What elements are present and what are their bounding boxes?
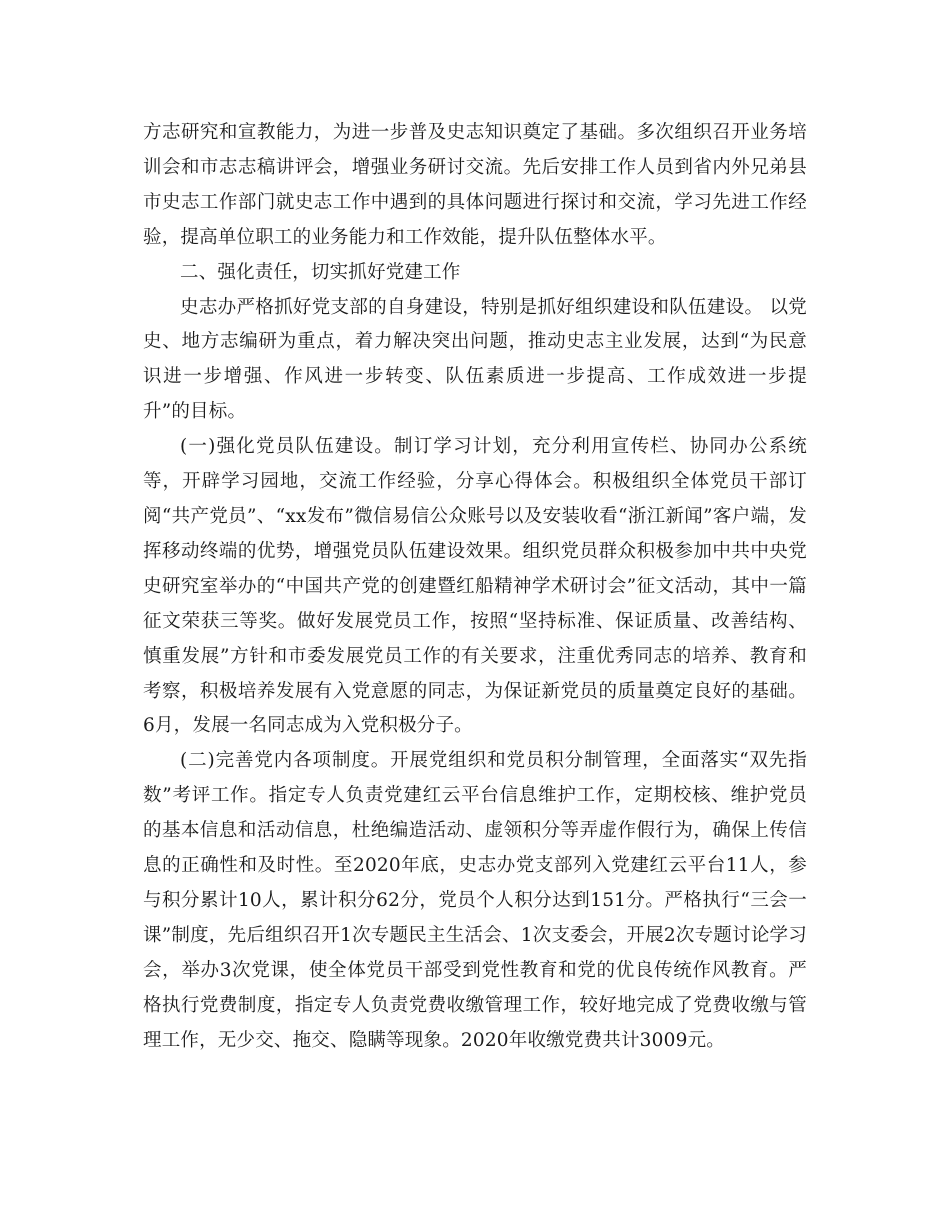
paragraph-continuation: 方志研究和宣教能力，为进一步普及史志知识奠定了基础。多次组织召开业务培训会和市志志稿讲评会，增强业务研讨交流。先后安排工作人员到省内外兄弟县市史志工作部门就史志工作中遇到的具体问题进行探讨和交流，学习先进工作经验，提高单位职工的业务能力和工作效能，提升队伍整体水平。 — [143, 122, 807, 248]
section-heading: 二、强化责任，切实抓好党建工作 — [180, 261, 461, 283]
paragraph-party-systems: (二)完善党内各项制度。开展党组织和党员积分制管理，全面落实“双先指数”考评工作。指定专人负责党建红云平台信息维护工作，定期校核、维护党员的基本信息和活动信息，杜绝编造活动、虚领积分等弄虚作假行为，确保上传信息的正确性和及时性。至2020年底，史志办党支部列入党建红云平台11人，参与积分累计10人，累计积分62分，党员个人积分达到151分。严格执行“三会一课”制度，先后组织召开1次专题民主生活会、1次支委会，开展2次专题讨论学习会，举办3次党课，使全体党员干部受到党性教育和党的优良传统作风教育。严格执行党费制度，指定专人负责党费收缴管理工作，较好地完成了党费收缴与管理工作，无少交、拖交、隐瞒等现象。2020年收缴党费共计3009元。 — [143, 750, 807, 1051]
document-body — [143, 116, 807, 1058]
paragraph-party-building-overview: 史志办严格抓好党支部的自身建设，特别是抓好组织建设和队伍建设。 以党史、地方志编研为重点，着力解决突出问题，推动史志主业发展，达到“为民意识进一步增强、作风进一步转变、队伍素质进一步提高、工作成效进一步提升”的目标。 — [143, 296, 807, 423]
paragraph-team-building: (一)强化党员队伍建设。制订学习计划，充分利用宣传栏、协同办公系统等，开辟学习园地，交流工作经验，分享心得体会。积极组织全体党员干部订阅“共产党员”、“xx发布”微信易信公众账号以及安装收看“浙江新闻”客户端，发挥移动终端的优势，增强党员队伍建设效果。组织党员群众积极参加中共中央党史研究室举办的“中国共产党的创建暨红船精神学术研讨会”征文活动，其中一篇征文荣获三等奖。做好发展党员工作，按照“坚持标准、保证质量、改善结构、慎重发展”方针和市委发展党员工作的有关要求，注重优秀同志的培养、教育和考察，积极培养发展有入党意愿的同志，为保证新党员的质量奠定良好的基础。6月，发展一名同志成为入党积极分子。 — [143, 436, 807, 737]
